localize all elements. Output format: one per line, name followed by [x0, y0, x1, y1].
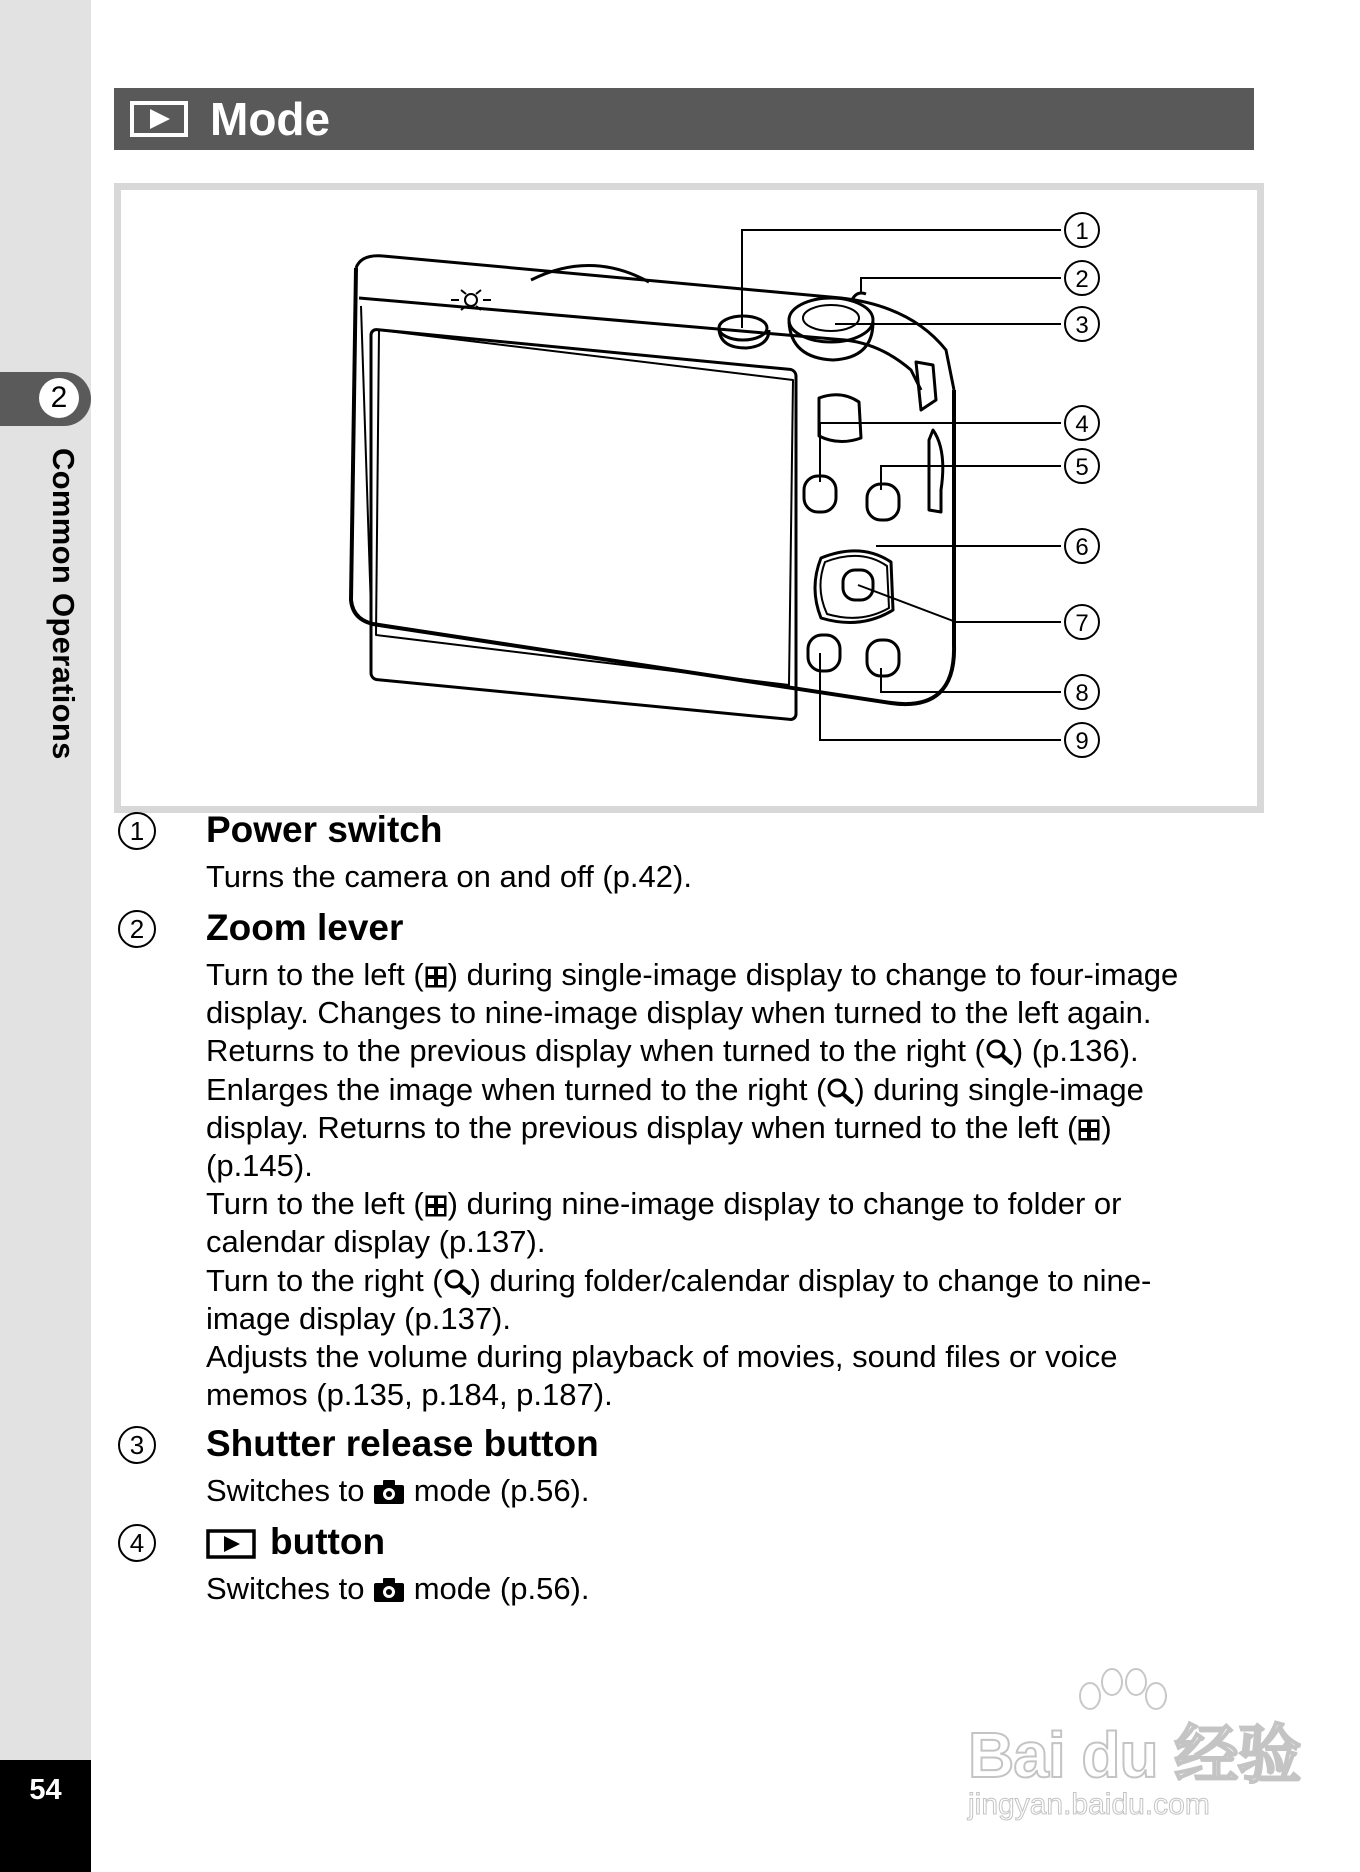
entry-title: Power switch [206, 809, 443, 850]
page-number: 54 [29, 1774, 62, 1806]
magnifier-icon [985, 1039, 1013, 1065]
body-line: Turns the camera on and off (p.42). [206, 859, 692, 894]
menu-button [867, 484, 899, 520]
body-line: Turn to the left ( ) during nine-image display to change to folder or [206, 1186, 1122, 1222]
svg-text:4: 4 [1075, 411, 1089, 438]
body-line: Adjusts the volume during playback of movies, sound files or voice [206, 1339, 1118, 1375]
camera-illustration [121, 190, 1257, 806]
callout-5 [1065, 449, 1099, 483]
entry-title: Shutter release button [206, 1423, 599, 1464]
svg-text:1: 1 [1075, 218, 1089, 245]
lcd-screen [371, 329, 796, 720]
entry-body [206, 956, 1266, 1414]
body-line: display. Returns to the previous display when turned to the left ( ) [206, 1109, 1112, 1145]
svg-text:3: 3 [1075, 312, 1089, 339]
delete-button [808, 635, 840, 671]
callout-2 [1065, 261, 1099, 295]
callout-9 [1065, 723, 1099, 757]
callout-4 [1065, 406, 1099, 440]
body-line: Switches to mode (p.56). [206, 1571, 590, 1606]
chapter-title: Common Operations [46, 448, 81, 760]
callout-numbers [1065, 213, 1099, 757]
callout-8 [1065, 675, 1099, 709]
magnifier-icon [443, 1269, 471, 1295]
watermark [960, 1660, 1301, 1830]
body-line: Turn to the left ( ) during single-image display to change to four-image [206, 957, 1179, 992]
body-line: memos (p.135, p.184, p.187). [206, 1377, 613, 1413]
entry-number: 2 [118, 910, 156, 948]
body-line: Turn to the right ( ) during folder/calendar display to change to nine- [206, 1262, 1152, 1298]
callout-7 [1065, 605, 1099, 639]
body-line: display. Changes to nine-image display when turned to the left again. [206, 995, 1152, 1031]
svg-text:8: 8 [1075, 680, 1089, 707]
svg-text:5: 5 [1075, 454, 1089, 481]
entry-title: Zoom lever [206, 907, 404, 948]
callout-6 [1065, 529, 1099, 563]
svg-text:6: 6 [1075, 534, 1089, 561]
callout-3 [1065, 307, 1099, 341]
magnifier-icon [826, 1078, 854, 1104]
svg-text:9: 9 [1075, 728, 1089, 755]
entry-title-text: button [270, 1521, 386, 1562]
body-line: (p.145). [206, 1148, 313, 1184]
playback-icon [206, 1529, 256, 1559]
svg-text:2: 2 [1075, 266, 1089, 293]
svg-text:7: 7 [1075, 610, 1089, 637]
playback-icon [130, 101, 188, 137]
section-title-bar [114, 88, 1254, 150]
camera-icon [373, 1479, 405, 1505]
callout-1 [1065, 213, 1099, 247]
watermark-url: jingyan.baidu.com [968, 1788, 1210, 1821]
body-line: Returns to the previous display when turned to the right ( ) (p.136). [206, 1033, 1139, 1069]
body-line: calendar display (p.137). [206, 1224, 546, 1260]
face-button [867, 640, 899, 676]
entry-body [206, 1570, 1266, 1608]
four-image-grid-icon [1077, 1118, 1101, 1142]
chapter-number-badge: 2 [39, 378, 79, 418]
camera-icon [373, 1577, 405, 1603]
four-image-grid-icon [424, 1194, 448, 1218]
body-line: Enlarges the image when turned to the right ( ) during single-image [206, 1071, 1144, 1107]
entry-number: 4 [118, 1524, 156, 1562]
camera-back-diagram [114, 183, 1264, 813]
chapter-sidebar [0, 0, 91, 1872]
body-line: image display (p.137). [206, 1300, 511, 1336]
entry-number: 3 [118, 1426, 156, 1464]
four-image-grid-icon [424, 965, 448, 989]
entry-body [206, 858, 1266, 896]
entry-body [206, 1472, 1266, 1510]
body-line: Switches to mode (p.56). [206, 1473, 590, 1508]
entry-title [206, 1520, 385, 1564]
watermark-logo: Bai du 经验 [968, 1719, 1301, 1791]
section-title: Mode [210, 93, 331, 145]
entry-number: 1 [118, 812, 156, 850]
